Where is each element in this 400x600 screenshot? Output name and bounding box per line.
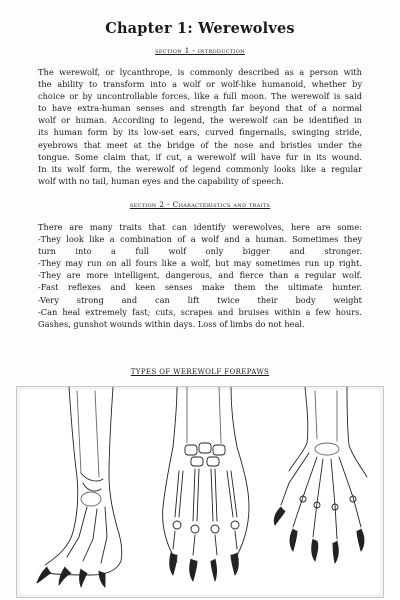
figure-title: TYPES OF WEREWOLF FOREPAWS: [130, 368, 270, 376]
chapter-title: Chapter 1: Werewolves: [105, 20, 295, 37]
section1-line: the ability to transform into a wolf or wolf-like humanoid, whether by: [38, 79, 362, 90]
forepaws-illustration: [17, 387, 383, 597]
werewolf-hand-claws-icon: [274, 387, 367, 563]
section2-line: turn into a full wolf only bigger and stronger.: [38, 246, 362, 257]
section1-line: choice or by uncontrollable forces, like a full moon. The werewolf is said: [38, 91, 362, 102]
section1-line: wolf with no tail, human eyes and the capability of speech.: [38, 175, 284, 186]
section2-line: -Fast reflexes and keen senses make them the ultimate hunter.: [38, 282, 362, 293]
section2-line: Gashes, gunshot wounds within days. Loss of limbs do not heal.: [38, 318, 305, 329]
section2-paragraph: [38, 221, 362, 330]
wolf-forepaw-side-icon: [37, 387, 122, 587]
section2-line: -They may run on all fours like a wolf, but may sometimes run up right.: [38, 258, 362, 269]
section2-heading: section 2 - Characteristics and traits: [129, 200, 271, 209]
section2-line: There are many traits that can identify werewolves, here are some:: [38, 222, 362, 232]
wolf-forepaw-bones-icon: [163, 387, 249, 581]
section1-line: its human form by its low-set ears, curved fingernails, swinging stride,: [38, 127, 362, 138]
section1-line: The werewolf, or lycanthrope, is commonly described as a person with: [38, 67, 362, 77]
section1-heading: section 1 - introduction: [155, 46, 245, 55]
section1-paragraph: [38, 66, 362, 187]
section1-line: to have extra-human senses and strength far beyond that of a normal: [38, 103, 362, 114]
section2-line: -Very strong and can lift twice their body weight: [38, 294, 362, 305]
section1-line: tongue. Some claim that, if cut, a werewolf will have fur in its wound.: [38, 151, 362, 162]
section1-line: wolf or human. According to legend, the werewolf can be identified in: [38, 115, 362, 126]
section1-line: In its wolf form, the werewolf of legend commonly looks like a regular: [38, 163, 362, 174]
section2-line: -They are more intelligent, dangerous, and fierce than a regular wolf.: [38, 270, 362, 281]
forepaws-figure: [16, 386, 384, 598]
section2-line: -They look like a combination of a wolf and a human. Sometimes they: [38, 234, 362, 245]
section1-line: eyebrows that meet at the bridge of the nose and bristles under the: [38, 139, 362, 150]
section2-line: -Can heal extremely fast; cuts, scrapes and bruises within a few hours.: [38, 306, 362, 317]
